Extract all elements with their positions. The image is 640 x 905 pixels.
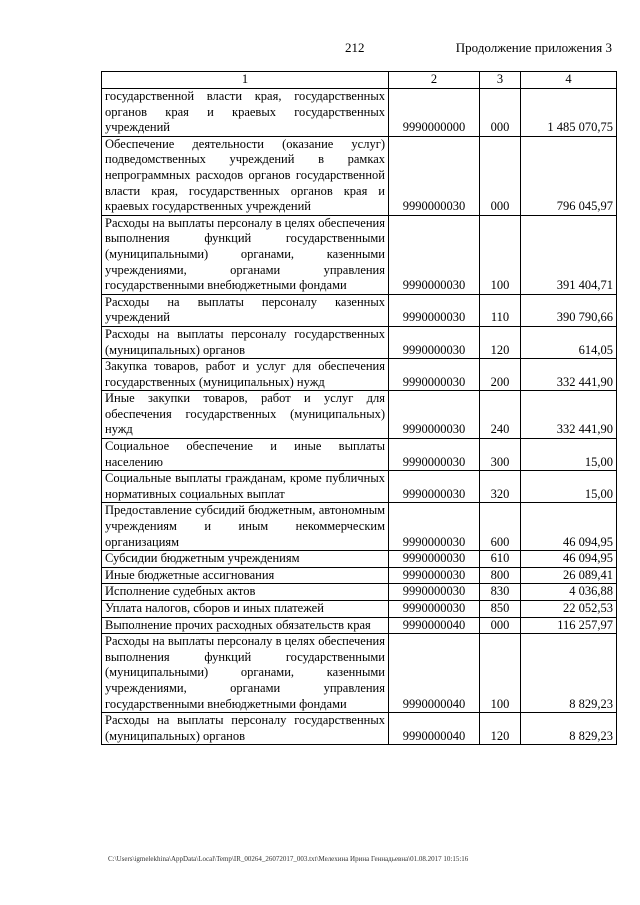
- row-code-cell: 9990000040: [389, 713, 480, 745]
- table-row: [102, 391, 617, 439]
- row-amount-cell: 8 829,23: [521, 634, 617, 713]
- row-expense-type-cell: 600: [480, 503, 521, 551]
- row-amount-cell: 8 829,23: [521, 713, 617, 745]
- column-header-1: 1: [102, 72, 389, 89]
- row-name-cell: Расходы на выплаты персоналу государственных (муниципальных) органов: [102, 713, 389, 745]
- row-name-cell: Закупка товаров, работ и услуг для обеспечения государственных (муниципальных) нужд: [102, 359, 389, 391]
- row-amount-cell: 22 052,53: [521, 601, 617, 618]
- row-amount-cell: 391 404,71: [521, 215, 617, 294]
- row-name-cell: Иные закупки товаров, работ и услуг для обеспечения государственных (муниципальных) нужд: [102, 391, 389, 439]
- row-code-cell: 9990000030: [389, 359, 480, 391]
- row-expense-type-cell: 850: [480, 601, 521, 618]
- row-name-cell: Социальное обеспечение и иные выплаты населению: [102, 439, 389, 471]
- row-code-cell: 9990000030: [389, 584, 480, 601]
- row-code-cell: 9990000030: [389, 471, 480, 503]
- page-caption: Продолжение приложения 3: [455, 40, 612, 55]
- table-row: [102, 215, 617, 294]
- row-expense-type-cell: 120: [480, 326, 521, 358]
- row-name-cell: Иные бюджетные ассигнования: [102, 567, 389, 584]
- footer-file-path: C:\Users\igmelekhina\AppData\Local\Temp\IR_00264_26072017_003.txt\Мелехина Ирина Геннадьевна\01.08.2017 10:15:16: [108, 855, 469, 863]
- table-row: [102, 136, 617, 215]
- row-name-cell: Расходы на выплаты персоналу в целях обеспечения выполнения функций государственными (муниципальными) органами, казенными учреждениями, органами управления государственными внебюджетными фондами: [102, 215, 389, 294]
- row-name-cell: Социальные выплаты гражданам, кроме публичных нормативных социальных выплат: [102, 471, 389, 503]
- row-expense-type-cell: 240: [480, 391, 521, 439]
- row-name-cell: Расходы на выплаты персоналу казенных учреждений: [102, 294, 389, 326]
- row-name-cell: Расходы на выплаты персоналу в целях обеспечения выполнения функций государственными (муниципальными) органами, казенными учреждениями, органами управления государственными внебюджетными фондами: [102, 634, 389, 713]
- row-code-cell: 9990000030: [389, 551, 480, 568]
- row-name-cell: Расходы на выплаты персоналу государственных (муниципальных) органов: [102, 326, 389, 358]
- row-expense-type-cell: 100: [480, 634, 521, 713]
- table-row: [102, 503, 617, 551]
- table-row: [102, 617, 617, 634]
- row-expense-type-cell: 200: [480, 359, 521, 391]
- row-amount-cell: 332 441,90: [521, 391, 617, 439]
- row-expense-type-cell: 000: [480, 136, 521, 215]
- row-code-cell: 9990000030: [389, 601, 480, 618]
- row-expense-type-cell: 110: [480, 294, 521, 326]
- row-amount-cell: 1 485 070,75: [521, 89, 617, 137]
- page-number: 212: [345, 40, 365, 55]
- table-row: [102, 601, 617, 618]
- table-row: [102, 634, 617, 713]
- row-expense-type-cell: 120: [480, 713, 521, 745]
- budget-table: [101, 71, 617, 745]
- row-amount-cell: 4 036,88: [521, 584, 617, 601]
- row-code-cell: 9990000030: [389, 567, 480, 584]
- table-row: [102, 713, 617, 745]
- table-row: [102, 359, 617, 391]
- table-row: [102, 326, 617, 358]
- row-code-cell: 9990000040: [389, 617, 480, 634]
- table-header-row: [102, 72, 617, 89]
- table-row: [102, 551, 617, 568]
- row-amount-cell: 46 094,95: [521, 551, 617, 568]
- row-expense-type-cell: 000: [480, 617, 521, 634]
- row-expense-type-cell: 610: [480, 551, 521, 568]
- row-name-cell: Исполнение судебных актов: [102, 584, 389, 601]
- column-header-2: 2: [389, 72, 480, 89]
- row-name-cell: Уплата налогов, сборов и иных платежей: [102, 601, 389, 618]
- row-code-cell: 9990000000: [389, 89, 480, 137]
- row-amount-cell: 390 790,66: [521, 294, 617, 326]
- row-name-cell: Предоставление субсидий бюджетным, автономным учреждениям и иным некоммерческим организациям: [102, 503, 389, 551]
- row-code-cell: 9990000030: [389, 136, 480, 215]
- row-code-cell: 9990000030: [389, 391, 480, 439]
- row-code-cell: 9990000040: [389, 634, 480, 713]
- row-name-cell: Выполнение прочих расходных обязательств края: [102, 617, 389, 634]
- column-header-3: 3: [480, 72, 521, 89]
- row-code-cell: 9990000030: [389, 215, 480, 294]
- row-expense-type-cell: 830: [480, 584, 521, 601]
- column-header-4: 4: [521, 72, 617, 89]
- table-row: [102, 294, 617, 326]
- row-code-cell: 9990000030: [389, 503, 480, 551]
- row-expense-type-cell: 000: [480, 89, 521, 137]
- row-amount-cell: 614,05: [521, 326, 617, 358]
- row-amount-cell: 46 094,95: [521, 503, 617, 551]
- table-row: [102, 89, 617, 137]
- table-row: [102, 567, 617, 584]
- row-code-cell: 9990000030: [389, 294, 480, 326]
- row-name-cell: Субсидии бюджетным учреждениям: [102, 551, 389, 568]
- table-row: [102, 584, 617, 601]
- row-amount-cell: 15,00: [521, 439, 617, 471]
- row-expense-type-cell: 100: [480, 215, 521, 294]
- row-name-cell: государственной власти края, государственных органов края и краевых государственных учреждений: [102, 89, 389, 137]
- row-amount-cell: 332 441,90: [521, 359, 617, 391]
- row-expense-type-cell: 300: [480, 439, 521, 471]
- row-expense-type-cell: 320: [480, 471, 521, 503]
- table-row: [102, 471, 617, 503]
- row-amount-cell: 116 257,97: [521, 617, 617, 634]
- row-name-cell: Обеспечение деятельности (оказание услуг) подведомственных учреждений в рамках непрограммных расходов органов государственной власти края, государственных органов края и краевых государственных учреждений: [102, 136, 389, 215]
- row-amount-cell: 796 045,97: [521, 136, 617, 215]
- row-code-cell: 9990000030: [389, 326, 480, 358]
- row-expense-type-cell: 800: [480, 567, 521, 584]
- row-amount-cell: 26 089,41: [521, 567, 617, 584]
- row-amount-cell: 15,00: [521, 471, 617, 503]
- table-row: [102, 439, 617, 471]
- row-code-cell: 9990000030: [389, 439, 480, 471]
